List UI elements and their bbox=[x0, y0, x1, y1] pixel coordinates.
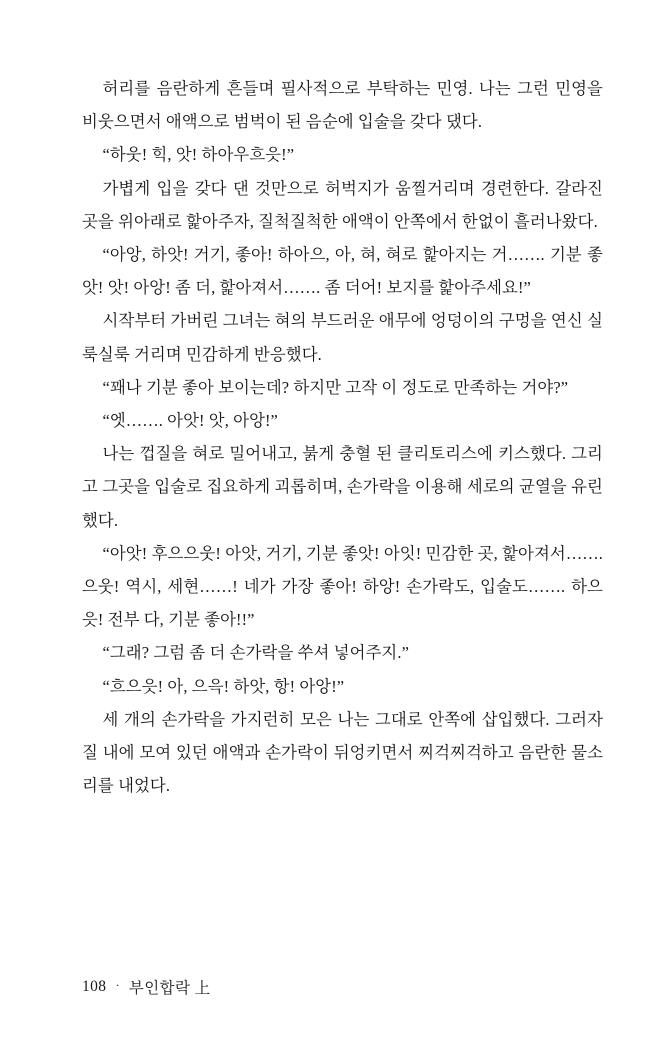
paragraph: “아앗! 후으으웃! 아앗, 거기, 기분 좋앗! 아잇! 민감한 곳, 핥아져서……. 으웃! 역시, 세현……! 네가 가장 좋아! 하앙! 손가락도, 입술도……. 하으읏! 전부 다, 기분 좋아!!” bbox=[82, 543, 603, 630]
paragraph: “꽤나 기분 좋아 보이는데? 하지만 고작 이 정도로 만족하는 거야?” bbox=[102, 377, 569, 397]
footer-separator: · bbox=[115, 977, 120, 992]
paragraph: “아앙, 하앗! 거기, 좋아! 하아으, 아, 혀, 혀로 핥아지는 거……. 기분 좋앗! 앗! 아앙! 좀 더, 핥아져서……. 좀 더어! 보지를 핥아주세요!” bbox=[82, 245, 603, 298]
page-body bbox=[82, 72, 603, 802]
paragraph: 나는 껍질을 혀로 밀어내고, 붉게 충혈 된 클리토리스에 키스했다. 그리고 그곳을 입술로 집요하게 괴롭히며, 손가락을 이용해 세로의 균열을 유린했다. bbox=[82, 444, 603, 530]
paragraph: “그래? 그럼 좀 더 손가락을 쑤셔 넣어주지.” bbox=[102, 643, 409, 663]
book-title: 부인합락 上 bbox=[128, 980, 211, 997]
page-number: 108 bbox=[82, 978, 107, 995]
paragraph: “엣……. 아앗! 앗, 아앙!” bbox=[102, 411, 278, 431]
paragraph: “하웃! 힉, 앗! 하아우흐읏!” bbox=[102, 145, 295, 165]
paragraph: 허리를 음란하게 흔들며 필사적으로 부탁하는 민영. 나는 그런 민영을 비웃으면서 애액으로 범벅이 된 음순에 입술을 갖다 댔다. bbox=[82, 79, 603, 132]
paragraph: 시작부터 가버린 그녀는 혀의 부드러운 애무에 엉덩이의 구멍을 연신 실룩실룩 거리며 민감하게 반응했다. bbox=[82, 311, 604, 364]
page-footer bbox=[82, 976, 211, 998]
paragraph: “흐으읏! 아, 으윽! 하앗, 항! 아앙!” bbox=[102, 676, 345, 696]
paragraph: 세 개의 손가락을 가지런히 모은 나는 그대로 안쪽에 삽입했다. 그러자 질 내에 모여 있던 애액과 손가락이 뒤엉키면서 찌걱찌걱하고 음란한 물소리를 내었다. bbox=[82, 709, 603, 796]
paragraph: 가볍게 입을 갖다 댄 것만으로 허벅지가 움찔거리며 경련한다. 갈라진 곳을 위아래로 핥아주자, 질척질척한 애액이 안쪽에서 한없이 흘러나왔다. bbox=[82, 178, 603, 231]
